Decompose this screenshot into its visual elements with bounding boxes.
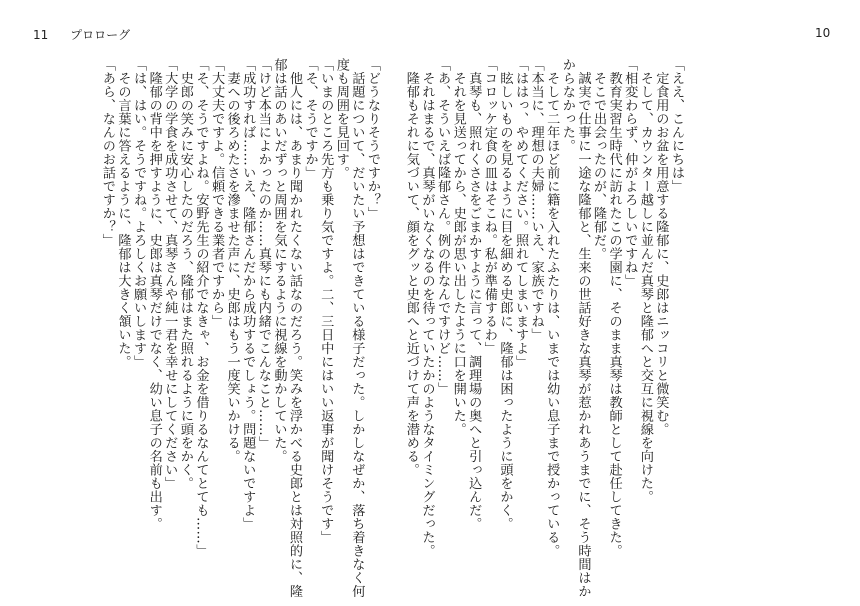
text-line: 「あら、なんのお話ですか？」 [99, 58, 115, 247]
text-line: 「は、はい。そうですね。よろしくお願いします」 [131, 58, 147, 369]
text-line: そして、カウンター越しに並んだ真琴と隆郁へと交互に視線を向けた。 [637, 58, 653, 504]
text-line: それはまるで、真琴がいなくなるのを待っていたかのようなタイミングだった。 [419, 58, 435, 558]
text-line: 隆郁もそれに気づいて、顔をグッと史郎へと近づけて声を潜める。 [403, 58, 419, 477]
text-line: 誠実で仕事に一途な隆郁と、生来の世話好きな真琴が惹かれあうまでに、そう時間はか [575, 58, 591, 598]
text-line: 「いまのところ先方も乗り気ですよ。二、三日中にはいい返事が聞けそうです」 [318, 58, 334, 544]
text-line: 話題について、だいたい予想はできている様子だった。しかしなぜか、落ち着きなく何 [349, 58, 365, 598]
text-line: 「そ、そうですか」 [302, 58, 318, 180]
text-line: それを見送ってから、史郎が思い出したように口を開いた。 [450, 58, 466, 436]
text-line: そして二年ほど前に籍を入れたふたりは、いまでは幼い息子まで授かっている。 [544, 58, 560, 558]
text-line: 「そ、そうですよね。安野先生の紹介でなきゃ、お金を借りるなんてとても……」 [193, 58, 209, 558]
text-line: 「コロッケ定食の皿はそこね。私が準備するわ」 [481, 58, 497, 355]
text-line: 真琴も、照れくささをごまかすように言って、調理場の奥へと引っ込んだ。 [466, 58, 482, 531]
text-line: 隆郁の背中を押すように、史郎は真琴だけでなく、幼い息子の名前も出す。 [146, 58, 162, 531]
text-line: 「あ、そういえば隆郁さん。例の件なんですけど……」 [435, 58, 451, 396]
text-line: 度も周囲を見回す。 [333, 58, 349, 180]
text-line: 「相変わらず、仲がよろしいですね」 [622, 58, 638, 288]
left-page-body [62, 58, 380, 598]
text-line: 「けど本当によかったのか……真琴にも内緒でこんなこと……」 [255, 58, 271, 450]
text-line: 「大学の学食を成功させて、真琴さんや純一君を幸せにしてください」 [162, 58, 178, 490]
text-line: 「ははっ、やめてください。照れてしまいますよ」 [513, 58, 529, 369]
text-line: 「どうなりそうですか？」 [365, 58, 380, 220]
text-line: 「ええ、こんにちは」 [669, 58, 684, 193]
text-line: 郁は話のあいだずっと周囲を気にするように視線を動かしていた。 [271, 58, 287, 463]
text-line: そこで出会ったのが、隆郁だ。 [591, 58, 607, 261]
chapter-title: プロローグ [70, 28, 131, 42]
text-line: 「成功すれば……いえ、隆郁さんだから成功するでしょう。問題ないですよ」 [240, 58, 256, 531]
text-line: 「大丈夫ですよ。信頼できる業者ですから」 [209, 58, 225, 328]
left-page-number: 11 [33, 28, 49, 42]
left-page-header [33, 26, 130, 43]
text-line: 史郎の笑みに安心したのだろう、隆郁はまた照れるように頭をかく。 [177, 58, 193, 490]
right-page-header [815, 26, 830, 40]
text-line: 妻への後ろめたさを滲ませた声に、史郎はもう一度笑いかける。 [224, 58, 240, 463]
text-line: からなかった。 [559, 58, 575, 153]
text-line: 他人には、あまり聞かれたくない話なのだろう。笑みを浮かべる史郎とは対照的に、隆 [287, 58, 303, 598]
right-page-number: 10 [815, 26, 831, 40]
text-line: 「本当に、理想の夫婦……いえ、家族ですね」 [528, 58, 544, 342]
text-line: 眩しいものを見るように目を細める史郎に、隆郁は困ったように頭をかく。 [497, 58, 513, 531]
text-line: その言葉に答えるように、隆郁は大きく頷いた。 [115, 58, 131, 369]
text-line: 教育実習生時代に訪れたこの学園に、そのまま真琴は教師として赴任してきた。 [606, 58, 622, 558]
right-page-body [403, 58, 684, 598]
text-line: 定食用のお盆を用意する隆郁に、史郎はニッコリと微笑む。 [653, 58, 669, 436]
